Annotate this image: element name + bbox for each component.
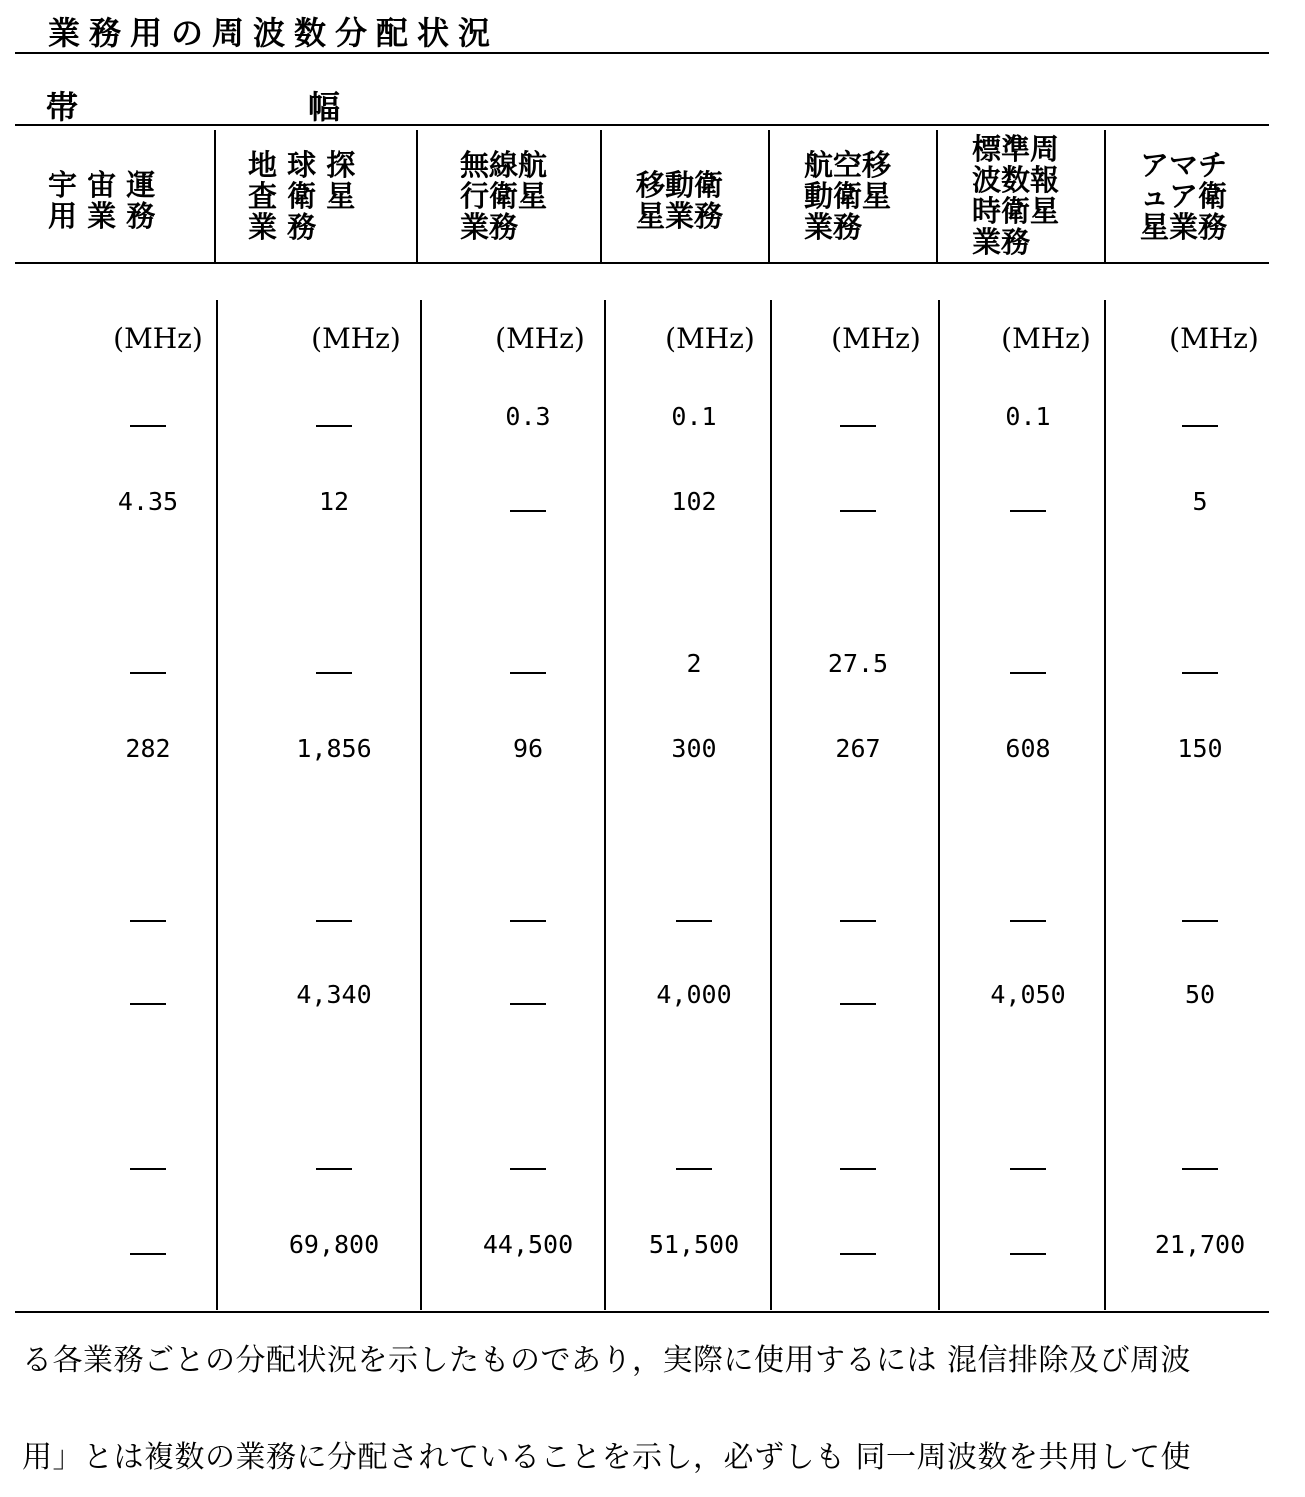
- table-cell: [316, 657, 352, 686]
- table-cell: [1010, 905, 1046, 934]
- dash-mark: [1182, 920, 1218, 922]
- dash-mark: [130, 1003, 166, 1005]
- dash-mark: [1010, 510, 1046, 512]
- column-unit: (MHz): [831, 322, 921, 355]
- table-cell: [1182, 410, 1218, 439]
- rule-bottom: [15, 1311, 1269, 1313]
- dash-mark: [130, 1168, 166, 1170]
- dash-mark: [510, 1003, 546, 1005]
- dash-mark: [840, 1253, 876, 1255]
- table-cell: 50: [1184, 980, 1216, 1009]
- dash-mark: [1010, 1253, 1046, 1255]
- dash-mark: [130, 425, 166, 427]
- table-cell: [1010, 657, 1046, 686]
- body-column-separator: [1104, 300, 1106, 1310]
- dash-mark: [316, 425, 352, 427]
- body-column-separator: [420, 300, 422, 1310]
- column-unit: (MHz): [1169, 322, 1259, 355]
- body-column-separator: [938, 300, 940, 1310]
- table-cell: [130, 905, 166, 934]
- table-cell: [840, 495, 876, 524]
- dash-mark: [316, 1168, 352, 1170]
- table-cell: 69,800: [288, 1230, 380, 1259]
- table-cell: 4.35: [117, 487, 179, 516]
- column-header: 航空移 動衛星 業務: [804, 148, 892, 244]
- dash-mark: [676, 920, 712, 922]
- table-cell: [130, 1238, 166, 1267]
- dash-mark: [1010, 672, 1046, 674]
- table-cell: [1182, 905, 1218, 934]
- rule-header-bottom: [15, 262, 1269, 264]
- table-cell: 282: [125, 734, 171, 763]
- table-cell: 51,500: [648, 1230, 740, 1259]
- dash-mark: [130, 920, 166, 922]
- table-cell: [510, 1153, 546, 1182]
- table-cell: [130, 657, 166, 686]
- column-unit: (MHz): [495, 322, 585, 355]
- column-header: 標準周 波数報 時衛星 業務: [972, 132, 1060, 259]
- table-cell: [510, 988, 546, 1017]
- table-cell: 267: [835, 734, 881, 763]
- table-cell: 0.3: [505, 402, 551, 431]
- dash-mark: [1010, 920, 1046, 922]
- column-unit: (MHz): [113, 322, 203, 355]
- table-cell: 96: [512, 734, 544, 763]
- table-cell: [510, 657, 546, 686]
- dash-mark: [840, 920, 876, 922]
- column-header: 無線航 行衛星 業務: [460, 148, 548, 244]
- table-cell: 4,340: [296, 980, 372, 1009]
- dash-mark: [316, 920, 352, 922]
- dash-mark: [1182, 425, 1218, 427]
- table-cell: [510, 495, 546, 524]
- body-column-separator: [770, 300, 772, 1310]
- table-cell: 5: [1192, 487, 1208, 516]
- dash-mark: [316, 672, 352, 674]
- table-cell: 150: [1177, 734, 1223, 763]
- table-cell: 4,000: [656, 980, 732, 1009]
- table-cell: [840, 1238, 876, 1267]
- table-cell: [316, 1153, 352, 1182]
- table-cell: 300: [671, 734, 717, 763]
- table-cell: 27.5: [827, 649, 889, 678]
- header-column-separator: [1104, 130, 1106, 262]
- body-column-separator: [604, 300, 606, 1310]
- column-header: 地 球 探 査 衛 星 業 務: [248, 148, 356, 244]
- table-cell: 0.1: [1005, 402, 1051, 431]
- table-cell: 102: [671, 487, 717, 516]
- table-cell: [130, 410, 166, 439]
- header-column-separator: [416, 130, 418, 262]
- dash-mark: [510, 1168, 546, 1170]
- table-cell: 608: [1005, 734, 1051, 763]
- table-cell: 2: [686, 649, 702, 678]
- band-label-2: 幅: [308, 88, 341, 126]
- dash-mark: [1182, 1168, 1218, 1170]
- column-header: アマチ ュア衛 星業務: [1140, 148, 1228, 244]
- table-cell: [1010, 1153, 1046, 1182]
- rule-top: [15, 52, 1269, 54]
- table-cell: [840, 1153, 876, 1182]
- dash-mark: [130, 672, 166, 674]
- dash-mark: [840, 1168, 876, 1170]
- dash-mark: [510, 920, 546, 922]
- table-cell: [130, 988, 166, 1017]
- band-label-1: 帯: [46, 88, 79, 126]
- column-header: 宇 宙 運 用 業 務: [48, 168, 156, 233]
- table-cell: [840, 905, 876, 934]
- column-unit: (MHz): [311, 322, 401, 355]
- table-cell: 0.1: [671, 402, 717, 431]
- note-line-1: る各業務ごとの分配状況を示したものであり，実際に使用するには 混信排除及び周波: [22, 1343, 1192, 1378]
- table-cell: 44,500: [482, 1230, 574, 1259]
- table-cell: [1182, 1153, 1218, 1182]
- table-cell: [316, 905, 352, 934]
- dash-mark: [840, 425, 876, 427]
- column-header: 移動衛 星業務: [636, 168, 724, 233]
- document-title: 業務用の周波数分配状況: [48, 14, 500, 52]
- header-column-separator: [600, 130, 602, 262]
- table-cell: 21,700: [1154, 1230, 1246, 1259]
- table-cell: [1010, 495, 1046, 524]
- dash-mark: [1182, 672, 1218, 674]
- table-cell: [840, 988, 876, 1017]
- header-column-separator: [214, 130, 216, 262]
- table-cell: 12: [318, 487, 350, 516]
- table-cell: [316, 410, 352, 439]
- table-cell: [840, 410, 876, 439]
- dash-mark: [840, 510, 876, 512]
- table-cell: 1,856: [296, 734, 372, 763]
- dash-mark: [510, 510, 546, 512]
- dash-mark: [510, 672, 546, 674]
- dash-mark: [130, 1253, 166, 1255]
- header-column-separator: [768, 130, 770, 262]
- column-unit: (MHz): [665, 322, 755, 355]
- table-cell: [676, 905, 712, 934]
- table-cell: 4,050: [990, 980, 1066, 1009]
- dash-mark: [676, 1168, 712, 1170]
- dash-mark: [840, 1003, 876, 1005]
- table-cell: [1010, 1238, 1046, 1267]
- table-cell: [676, 1153, 712, 1182]
- dash-mark: [1010, 1168, 1046, 1170]
- header-column-separator: [936, 130, 938, 262]
- body-column-separator: [216, 300, 218, 1310]
- rule-header-top: [15, 124, 1269, 126]
- column-unit: (MHz): [1001, 322, 1091, 355]
- table-cell: [510, 905, 546, 934]
- note-line-2: 用」とは複数の業務に分配されていることを示し，必ずしも 同一周波数を共用して使: [22, 1440, 1192, 1475]
- table-cell: [130, 1153, 166, 1182]
- table-cell: [1182, 657, 1218, 686]
